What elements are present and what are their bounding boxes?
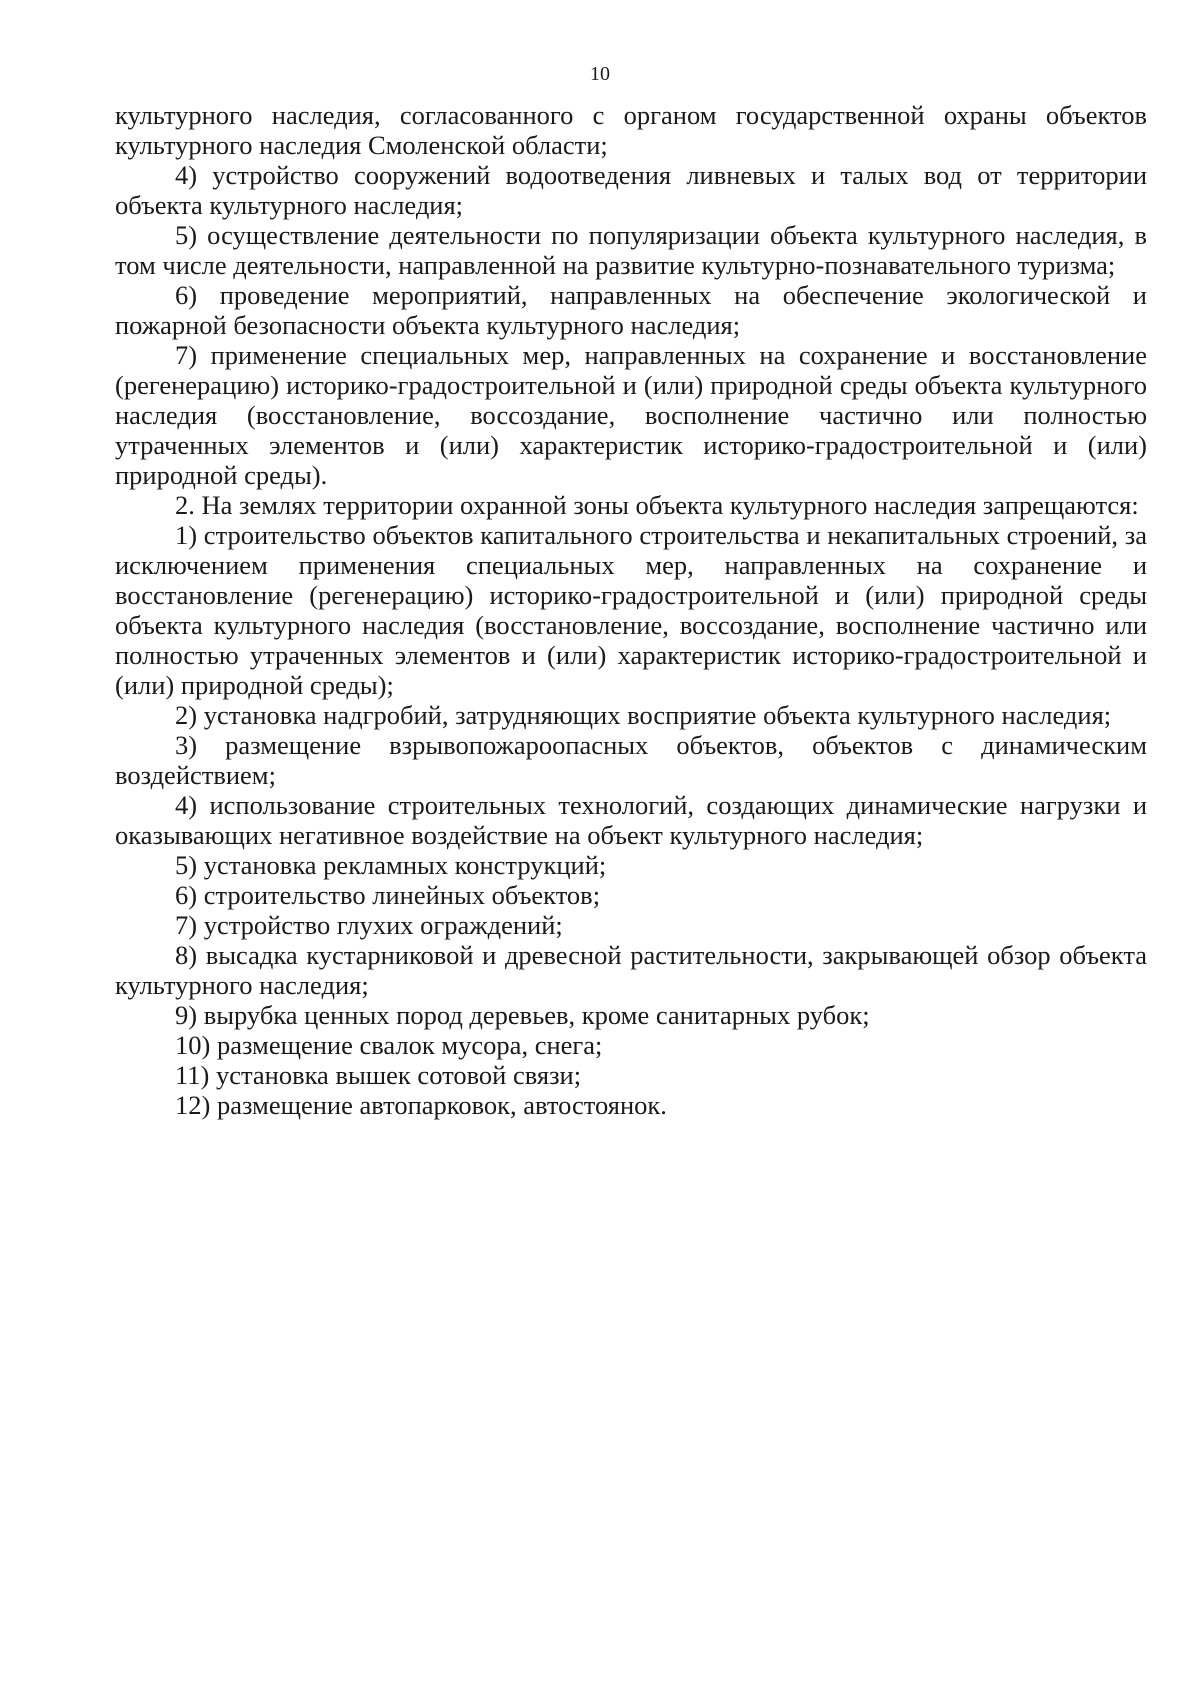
document-body xyxy=(115,100,1147,1120)
prohibition-item-2: 2) установка надгробий, затрудняющих восприятие объекта культурного наследия; xyxy=(175,700,1112,730)
list-item-7: 7) применение специальных мер, направленных на сохранение и восстановление (регенерацию) историко-градостроительной и (или) природной среды объекта культурного наследия (восстановление, воссоздание, восполнение частично или полностью утраченных элементов и (или) характеристик историко-градостроительной и (или) природной среды). xyxy=(115,340,1147,490)
list-item-6: 6) проведение мероприятий, направленных на обеспечение экологической и пожарной безопасности объекта культурного наследия; xyxy=(115,280,1147,340)
prohibition-item-6: 6) строительство линейных объектов; xyxy=(175,880,601,910)
prohibition-item-12: 12) размещение автопарковок, автостоянок. xyxy=(175,1090,667,1120)
list-item-5: 5) осуществление деятельности по популяризации объекта культурного наследия, в том числе деятельности, направленной на развитие культурно-познавательного туризма; xyxy=(115,220,1147,280)
page-number: 10 xyxy=(590,63,610,85)
prohibition-item-9: 9) вырубка ценных пород деревьев, кроме санитарных рубок; xyxy=(175,1000,870,1030)
prohibition-item-1: 1) строительство объектов капитального строительства и некапитальных строений, за исключением применения специальных мер, направленных на сохранение и восстановление (регенерацию) историко-градостроительной и (или) природной среды объекта культурного наследия (восстановление, воссоздание, восполнение частично или полностью утраченных элементов и (или) характеристик историко-градостроительной и (или) природной среды); xyxy=(115,520,1147,700)
prohibition-item-5: 5) установка рекламных конструкций; xyxy=(175,850,607,880)
prohibition-item-4: 4) использование строительных технологий, создающих динамические нагрузки и оказывающих негативное воздействие на объект культурного наследия; xyxy=(115,790,1147,850)
prohibition-item-8: 8) высадка кустарниковой и древесной растительности, закрывающей обзор объекта культурного наследия; xyxy=(115,940,1147,1000)
prohibition-item-3: 3) размещение взрывопожароопасных объектов, объектов с динамическим воздействием; xyxy=(115,730,1147,790)
prohibition-item-11: 11) установка вышек сотовой связи; xyxy=(175,1060,582,1090)
prohibition-item-7: 7) устройство глухих ограждений; xyxy=(175,910,563,940)
list-item-4: 4) устройство сооружений водоотведения ливневых и талых вод от территории объекта культурного наследия; xyxy=(115,160,1147,220)
paragraph-continuation: культурного наследия, согласованного с органом государственной охраны объектов культурного наследия Смоленской области; xyxy=(115,100,1147,160)
section-2-heading: 2. На землях территории охранной зоны объекта культурного наследия запрещаются: xyxy=(175,490,1139,520)
prohibition-item-10: 10) размещение свалок мусора, снега; xyxy=(175,1030,603,1060)
